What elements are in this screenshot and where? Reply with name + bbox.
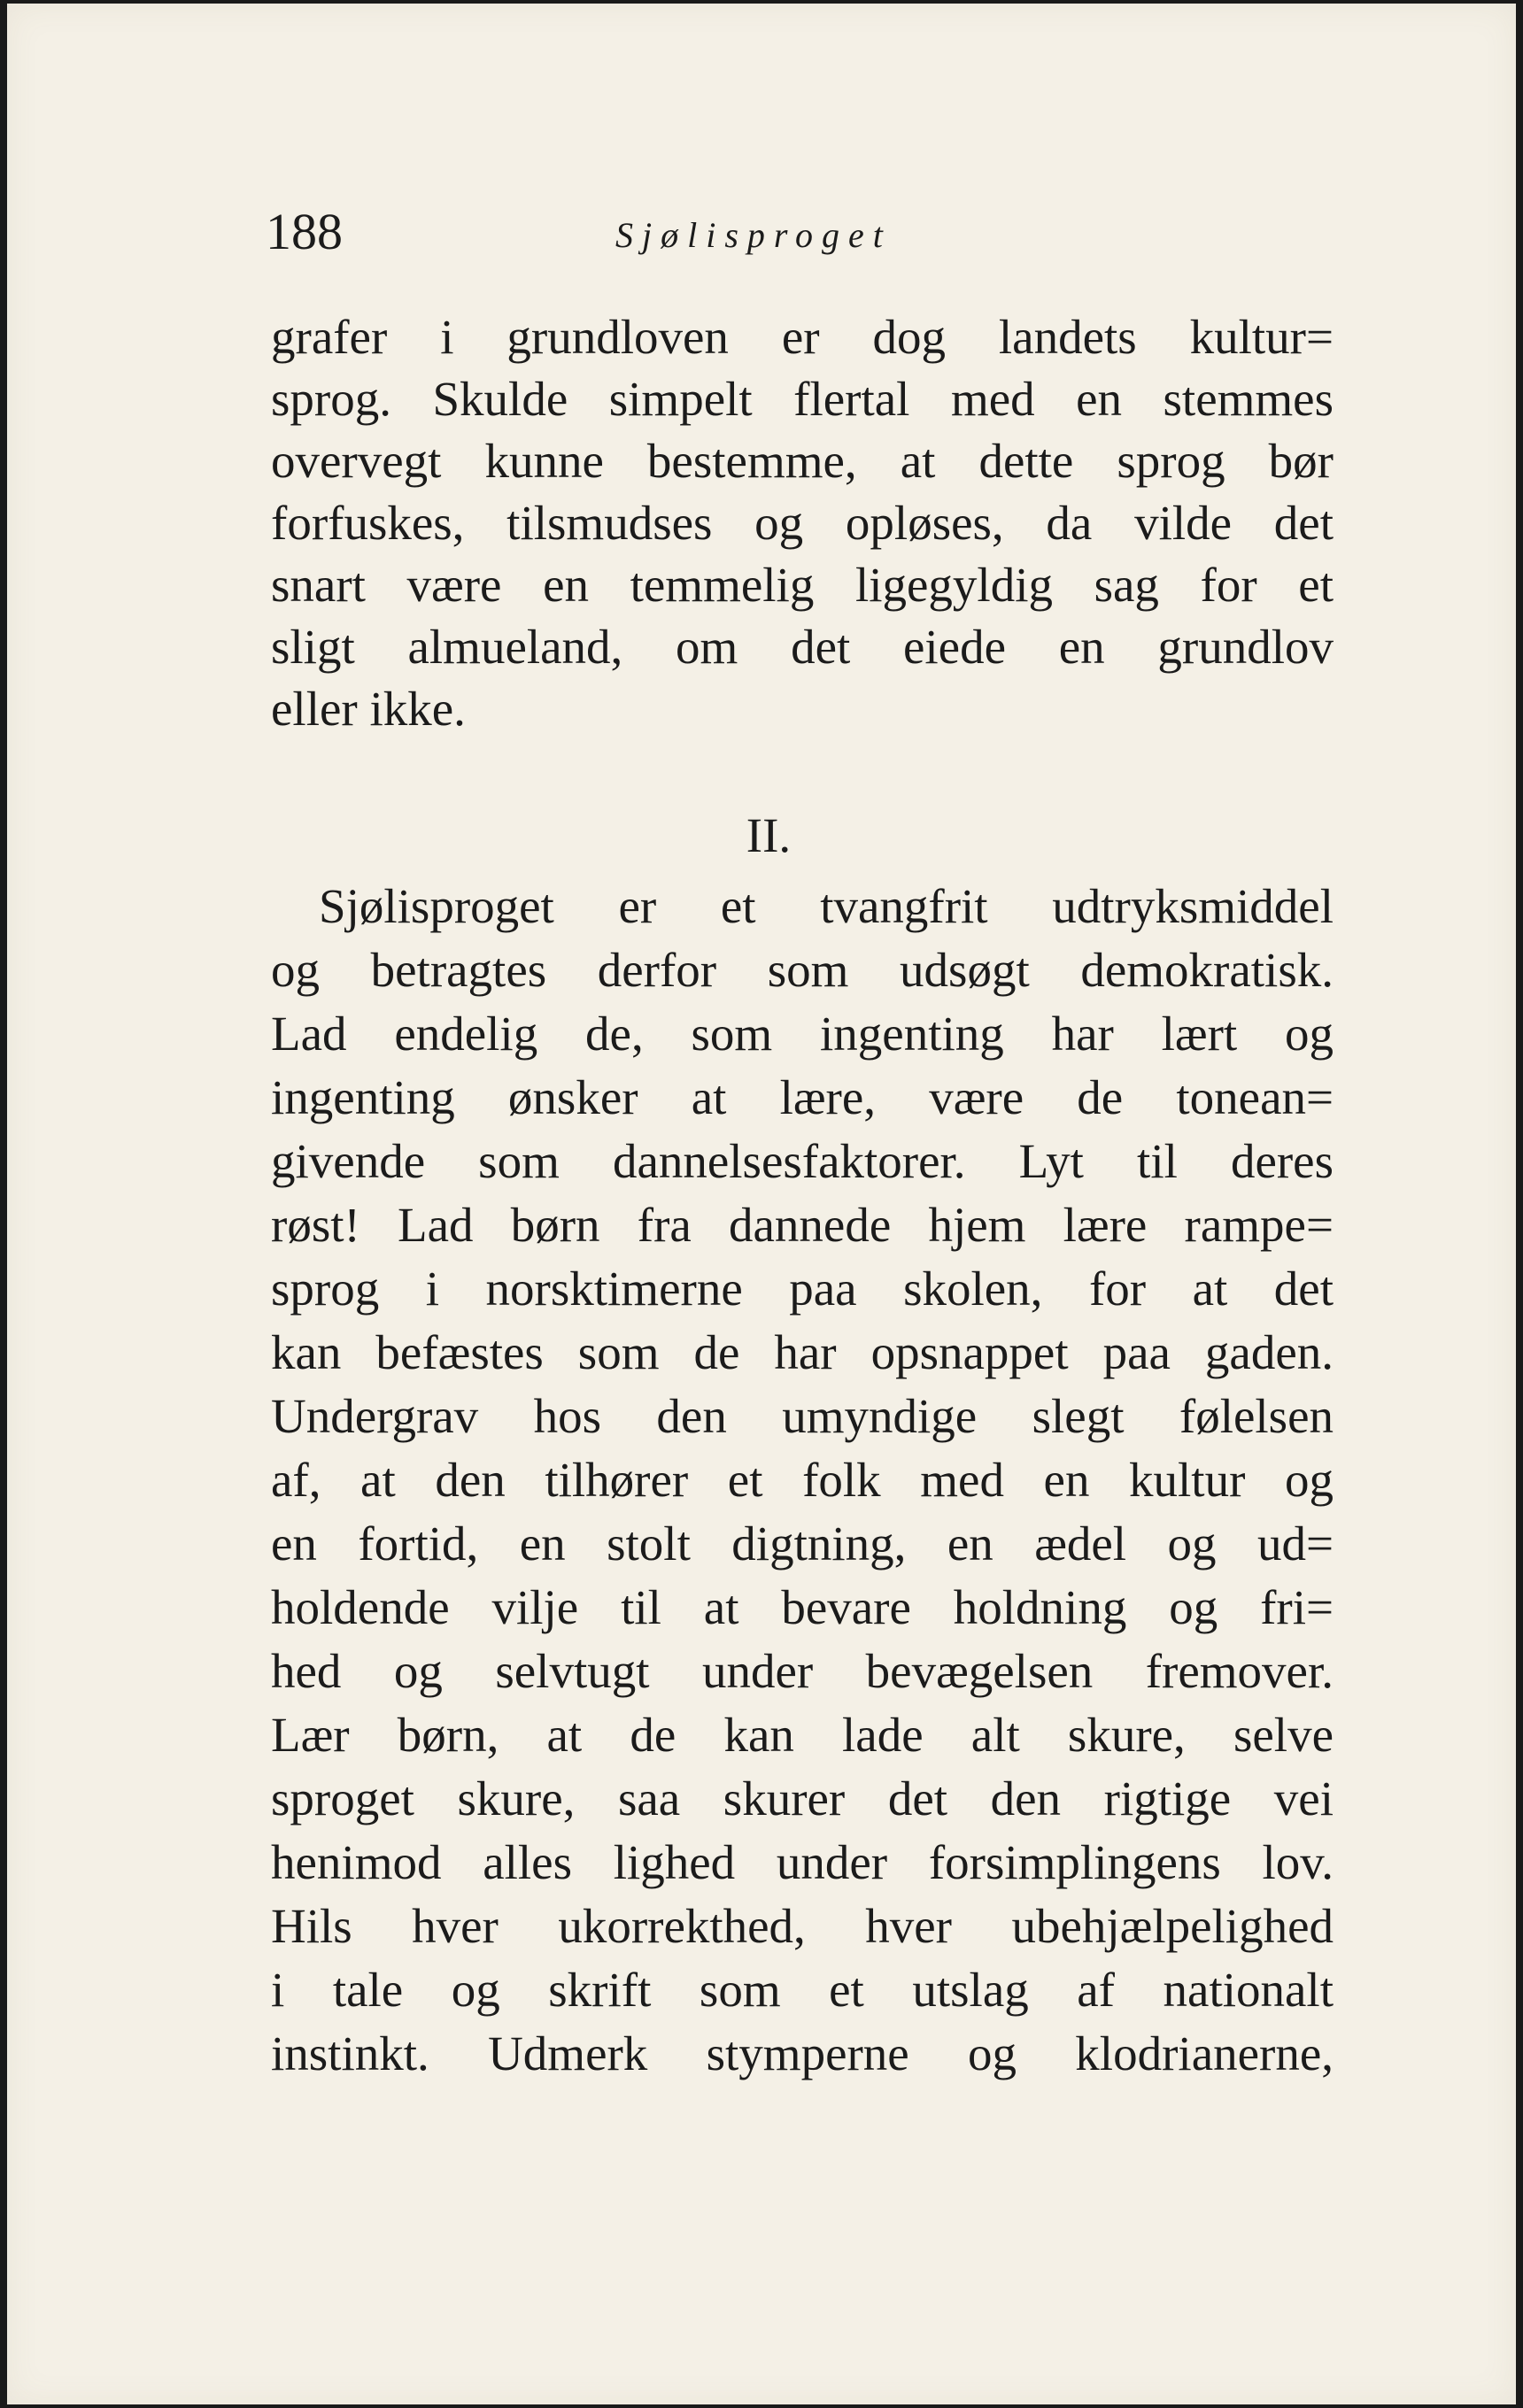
text-line: grafer i grundloven er dog landets kultur= [271,310,1334,364]
text-line: Undergrav hos den umyndige slegt følelsen [271,1389,1334,1443]
text-line: givende som dannelsesfaktorer. Lyt til deres [271,1134,1334,1188]
text-line: henimod alles lighed under forsimplingens lov. [271,1835,1334,1889]
running-title: Sjølisproget [615,215,892,255]
text-line: overvegt kunne bestemme, at dette sprog bør [271,434,1334,488]
text-line: Lær børn, at de kan lade alt skure, selve [271,1708,1334,1762]
text-line: af, at den tilhører et folk med en kultur og [271,1453,1334,1507]
text-line: Lad endelig de, som ingenting har lært og [271,1007,1334,1061]
text-line: i tale og skrift som et utslag af nationalt [271,1963,1334,2017]
text-line: hed og selvtugt under bevægelsen fremover. [271,1644,1334,1698]
text-line: sproget skure, saa skurer det den rigtige vei [271,1771,1334,1825]
text-line: røst! Lad børn fra dannede hjem lære rampe= [271,1198,1334,1252]
text-line: snart være en temmelig ligegyldig sag for et [271,558,1334,612]
book-page [7,4,1516,2404]
text-line: en fortid, en stolt digtning, en ædel og ud= [271,1517,1334,1571]
text-line: holdende vilje til at bevare holdning og fri= [271,1580,1334,1634]
text-line: kan befæstes som de har opsnappet paa gaden. [271,1325,1334,1379]
page-header [266,197,1328,267]
text-line: Sjølisproget er et tvangfrit udtryksmiddel [319,879,1334,933]
text-line: og betragtes derfor som udsøgt demokratisk. [271,943,1334,997]
page-number: 188 [266,203,343,260]
text-line: instinkt. Udmerk stymperne og klodrianerne, [271,2026,1334,2080]
text-line: sligt almueland, om det eiede en grundlov [271,620,1334,674]
text-line: sprog. Skulde simpelt flertal med en stemmes [271,372,1334,426]
text-line: eller ikke. [271,682,466,736]
text-line: sprog i norsktimerne paa skolen, for at det [271,1262,1334,1316]
text-line: Hils hver ukorrekthed, hver ubehjælpelighed [271,1899,1334,1953]
text-line: forfuskes, tilsmudses og opløses, da vilde det [271,496,1334,550]
text-line: ingenting ønsker at lære, være de tonean= [271,1070,1334,1124]
section-heading: II. [746,808,792,862]
